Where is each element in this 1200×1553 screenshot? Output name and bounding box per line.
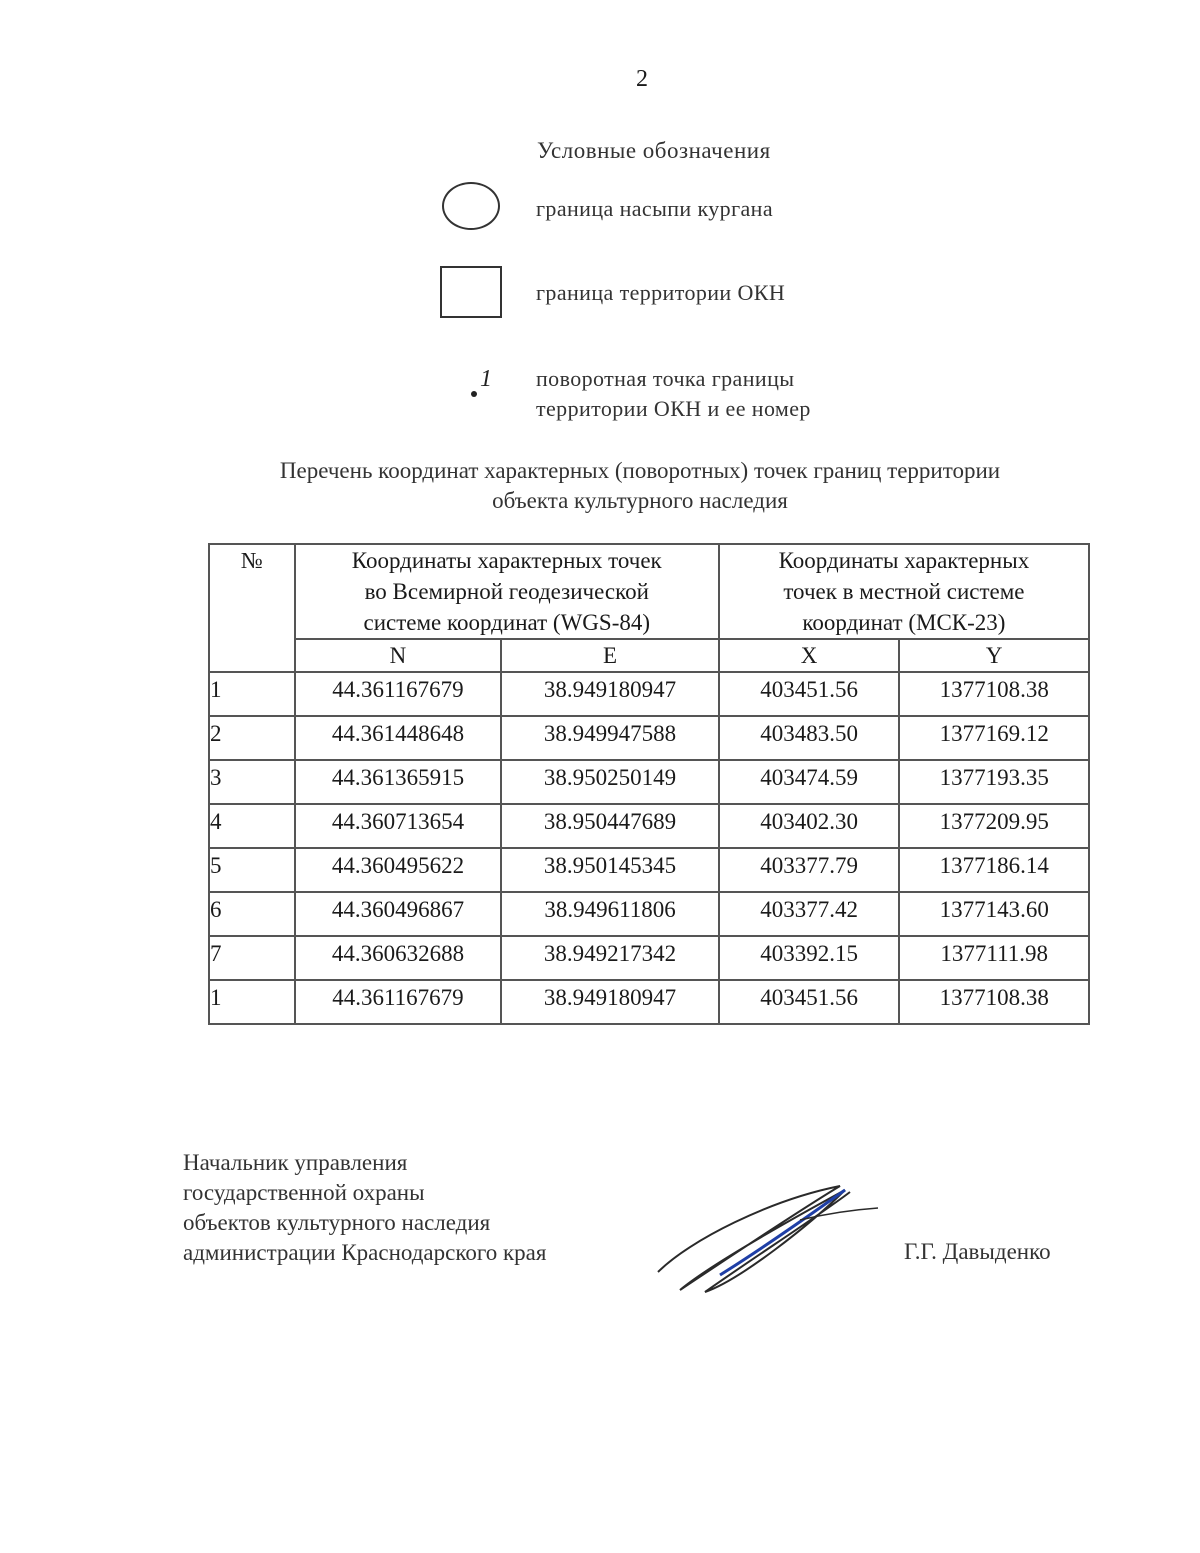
cell-x: 403402.30 — [719, 804, 900, 848]
signature-stroke — [658, 1186, 850, 1292]
cell-e: 38.949217342 — [501, 936, 719, 980]
cell-x: 403483.50 — [719, 716, 900, 760]
handwritten-signature — [650, 1180, 880, 1300]
header-line: Координаты характерных — [778, 548, 1030, 573]
cell-e: 38.950447689 — [501, 804, 719, 848]
table-header-row — [209, 544, 1089, 639]
header-line: Координаты характерных точек — [351, 548, 662, 573]
cell-x: 403392.15 — [719, 936, 900, 980]
subheader-y: Y — [899, 639, 1089, 672]
cell-y: 1377108.38 — [899, 980, 1089, 1024]
legend-item-label: граница насыпи кургана — [536, 196, 774, 221]
page-number: 2 — [636, 66, 648, 92]
table-row — [209, 760, 1089, 804]
legend-item-label: граница территории ОКН — [536, 280, 786, 305]
header-line: координат (МСК-23) — [802, 610, 1006, 635]
cell-number: 7 — [209, 936, 295, 980]
signer-position-line: государственной охраны — [183, 1180, 425, 1205]
cell-x: 403451.56 — [719, 672, 900, 716]
signer-position — [183, 1148, 546, 1268]
cell-number: 2 — [209, 716, 295, 760]
coordinates-table — [208, 543, 1090, 1025]
cell-y: 1377193.35 — [899, 760, 1089, 804]
cell-e: 38.950145345 — [501, 848, 719, 892]
cell-n: 44.361167679 — [295, 672, 502, 716]
table-row — [209, 848, 1089, 892]
title-line: Перечень координат характерных (поворотных) точек границ территории — [279, 458, 1001, 483]
table-row — [209, 716, 1089, 760]
cell-e: 38.949947588 — [501, 716, 719, 760]
header-line: системе координат (WGS-84) — [363, 610, 651, 635]
cell-y: 1377111.98 — [899, 936, 1089, 980]
cell-number: 3 — [209, 760, 295, 804]
cell-number: 4 — [209, 804, 295, 848]
signer-position-line: объектов культурного наследия — [183, 1210, 491, 1235]
cell-n: 44.361365915 — [295, 760, 502, 804]
header-line: точек в местной системе — [783, 579, 1025, 604]
cell-y: 1377209.95 — [899, 804, 1089, 848]
cell-x: 403377.42 — [719, 892, 900, 936]
cell-e: 38.950250149 — [501, 760, 719, 804]
title-line: объекта культурного наследия — [492, 488, 788, 513]
coordinates-list-title — [150, 456, 1130, 516]
point-number-label: 1 — [480, 366, 492, 392]
header-msk23 — [719, 544, 1089, 639]
table-subheader-row — [209, 639, 1089, 672]
cell-number: 6 — [209, 892, 295, 936]
cell-n: 44.360632688 — [295, 936, 502, 980]
cell-number: 1 — [209, 980, 295, 1024]
header-number: № — [209, 544, 295, 672]
square-icon — [440, 266, 502, 318]
legend-item-label — [536, 364, 811, 424]
cell-e: 38.949611806 — [501, 892, 719, 936]
signer-position-line: Начальник управления — [183, 1150, 408, 1175]
table-row — [209, 804, 1089, 848]
cell-n: 44.360496867 — [295, 892, 502, 936]
cell-y: 1377143.60 — [899, 892, 1089, 936]
cell-number: 5 — [209, 848, 295, 892]
table-row — [209, 892, 1089, 936]
cell-n: 44.361167679 — [295, 980, 502, 1024]
header-wgs84 — [295, 544, 719, 639]
cell-n: 44.360495622 — [295, 848, 502, 892]
table-row — [209, 980, 1089, 1024]
cell-x: 403377.79 — [719, 848, 900, 892]
legend-item-label-line: территории ОКН и ее номер — [536, 396, 811, 421]
table-row — [209, 672, 1089, 716]
point-icon — [466, 364, 506, 404]
legend-item-label-line: поворотная точка границы — [536, 366, 795, 391]
cell-x: 403474.59 — [719, 760, 900, 804]
table-row — [209, 936, 1089, 980]
cell-n: 44.360713654 — [295, 804, 502, 848]
circle-icon — [442, 182, 500, 230]
cell-y: 1377186.14 — [899, 848, 1089, 892]
cell-x: 403451.56 — [719, 980, 900, 1024]
signer-name: Г.Г. Давыденко — [904, 1239, 1051, 1264]
subheader-x: X — [719, 639, 900, 672]
cell-y: 1377108.38 — [899, 672, 1089, 716]
cell-e: 38.949180947 — [501, 980, 719, 1024]
cell-n: 44.361448648 — [295, 716, 502, 760]
legend-title: Условные обозначения — [537, 138, 771, 163]
subheader-n: N — [295, 639, 502, 672]
signer-position-line: администрации Краснодарского края — [183, 1240, 547, 1265]
subheader-e: E — [501, 639, 719, 672]
header-line: во Всемирной геодезической — [364, 579, 649, 604]
cell-e: 38.949180947 — [501, 672, 719, 716]
cell-number: 1 — [209, 672, 295, 716]
cell-y: 1377169.12 — [899, 716, 1089, 760]
